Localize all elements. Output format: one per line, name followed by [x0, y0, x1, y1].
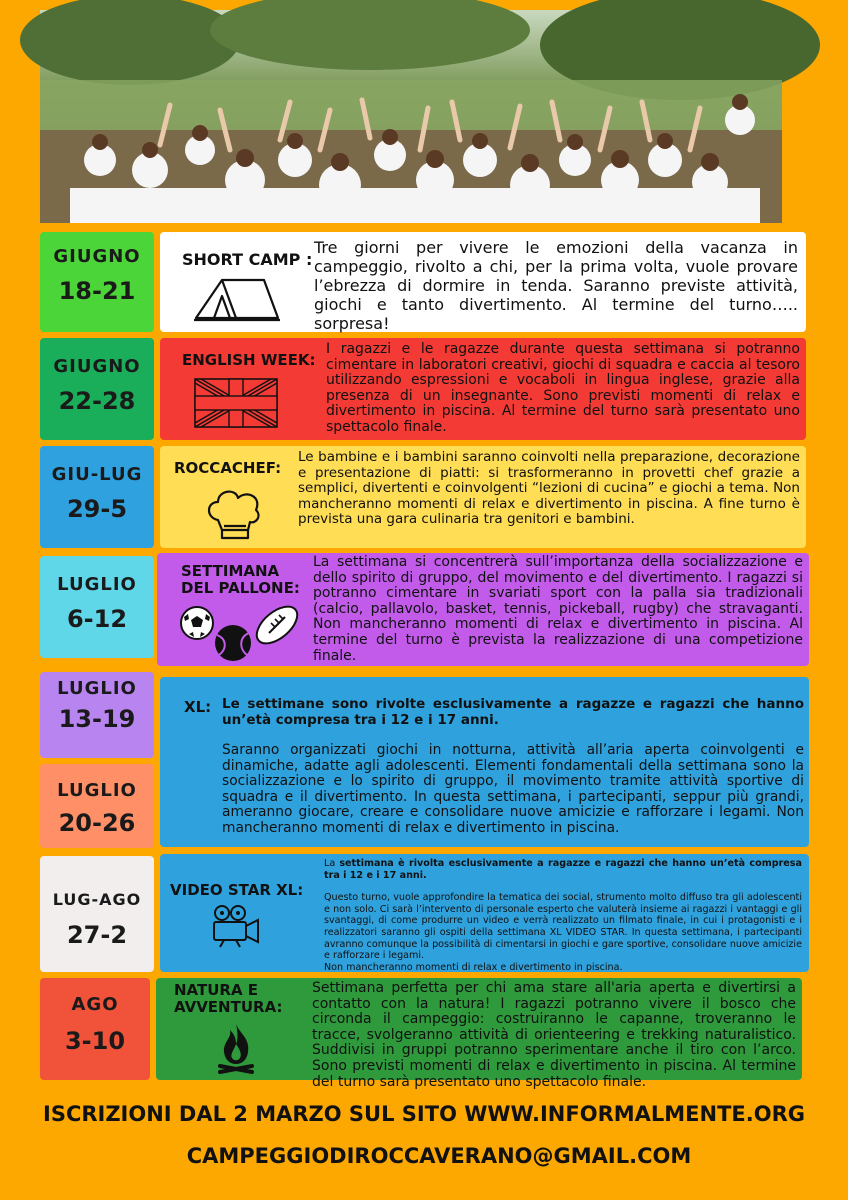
date-month: GIUGNO	[53, 246, 141, 267]
video-star-box	[160, 854, 809, 972]
date-card-luglio-13-19	[40, 672, 154, 758]
date-month: LUG-AGO	[52, 890, 142, 909]
contact-email[interactable]: CAMPEGGIODIROCCAVERANO@GMAIL.COM	[186, 1144, 692, 1168]
date-card-lug-ago-27-2	[40, 856, 154, 972]
roccachef-title: ROCCACHEF:	[174, 459, 282, 477]
date-card-luglio-6-12	[40, 556, 154, 658]
sport-balls-icon	[179, 603, 303, 663]
video-star-intro-bold: settimana è rivolta esclusivamente a ragazze e ragazzi che hanno un’età compresa tra i 12 e i 17 anni.	[324, 858, 802, 881]
tent-icon	[192, 274, 282, 324]
xl-intro: Le settimane sono rivolte esclusivamente a ragazze e ragazzi che hanno un’età compresa tra i 12 e i 17 anni.	[222, 696, 804, 728]
soccer-ball-icon	[181, 607, 213, 639]
settimana-pallone-title	[181, 563, 300, 597]
date-card-giu-lug-29-5	[40, 446, 154, 548]
roccachef-text: Le bambine e i bambini saranno coinvolti nella preparazione, decorazione e presentazione di piatti: si trasformeranno in provetti chef grazie a semplici, divertenti e coinvolgenti “lezioni di cucina” e giochi a tema. Non mancheranno momenti di relax e divertimento in piscina. A fine turno è prevista una gara culinaria tra genitori e bambini.	[298, 449, 800, 527]
date-days: 13-19	[58, 705, 136, 733]
date-days: 18-21	[58, 277, 136, 305]
settimana-pallone-title-line2: DEL PALLONE:	[181, 579, 300, 597]
video-star-text	[324, 858, 802, 973]
english-week-title: ENGLISH WEEK:	[182, 351, 316, 369]
date-month: LUGLIO	[57, 574, 137, 595]
date-days: 6-12	[66, 605, 128, 633]
video-star-intro	[324, 858, 802, 881]
settimana-pallone-box	[157, 553, 809, 666]
campfire-icon	[216, 1022, 256, 1074]
natura-avventura-title	[174, 982, 282, 1016]
date-card-giugno-22-28	[40, 338, 154, 440]
date-days: 29-5	[66, 495, 128, 523]
date-days: 27-2	[66, 921, 128, 949]
date-month: LUGLIO	[57, 678, 137, 699]
roccachef-box	[160, 446, 806, 548]
english-week-text: I ragazzi e le ragazze durante questa settimana si potranno cimentare in laboratori creativi, giochi di squadra e caccia al tesoro utilizzando espressioni e vocaboli in lingua inglese, grazie alla presenza di un insegnante. Sono previsti momenti di relax e divertimento in piscina. Al termine del turno sarà presentato uno spettacolo finale.	[326, 341, 800, 435]
date-month: GIUGNO	[53, 356, 141, 377]
natura-avventura-box	[156, 978, 802, 1090]
tennis-ball-icon	[215, 625, 251, 661]
date-month: GIU-LUG	[51, 464, 143, 485]
date-card-luglio-20-26	[40, 764, 154, 848]
video-star-title: VIDEO STAR XL:	[170, 881, 304, 899]
english-week-box	[160, 338, 806, 440]
natura-avventura-title-line2: AVVENTURA:	[174, 998, 283, 1016]
date-month: LUGLIO	[57, 780, 137, 801]
date-month: AGO	[71, 994, 119, 1015]
uk-flag-icon	[194, 378, 278, 428]
registration-info: ISCRIZIONI DAL 2 MARZO SUL SITO WWW.INFORMALMENTE.ORG	[43, 1102, 805, 1126]
date-days: 3-10	[64, 1027, 126, 1055]
date-card-giugno-18-21	[40, 232, 154, 332]
chef-hat-icon	[204, 486, 264, 542]
xl-text: Saranno organizzati giochi in notturna, attività all’aria aperta coinvolgenti e dinamiche, adatte agli adolescenti. Elementi fondamentali della settimana sono la socializzazione e lo spirito di gruppo, il movimento tramite attività sportive di squadra e il divertimento. In questa settimana, i partecipanti, seppur più grandi, ameranno giocare, creare e consolidare nuove amicizie e rafforzare i legami. Non mancheranno momenti di relax e divertimento in piscina.	[222, 742, 804, 836]
short-camp-title: SHORT CAMP :	[182, 250, 313, 269]
video-camera-icon	[210, 904, 262, 948]
video-star-closing: Non mancheranno momenti di relax e divertimento in piscina.	[324, 961, 623, 973]
short-camp-text: Tre giorni per vivere le emozioni della vacanza in campeggio, rivolto a chi, per la prima volta, vuole provare l’ebrezza di dormire in tenda. Saranno previste attività, giochi e tanto divertimento. Al termine del turno….. sorpresa!	[314, 238, 798, 333]
natura-avventura-text: Settimana perfetta per chi ama stare all'aria aperta e divertirsi a contatto con la natura! I ragazzi potranno vivere il bosco che circonda il campeggio: costruiranno le capanne, troveranno le tracce, svolgeranno attività di orienteering e trekking naturalistico. Suddivisi in gruppi potranno sperimentare anche il tiro con l’arco. Sono previsti momenti di relax e divertimento in piscina. Al termine del turno sarà presentato uno spettacolo finale.	[312, 980, 796, 1090]
date-card-ago-3-10	[40, 978, 150, 1080]
date-days: 22-28	[58, 387, 136, 415]
natura-avventura-title-line1: NATURA E	[174, 981, 259, 999]
settimana-pallone-text: La settimana si concentrerà sull’importanza della socializzazione e dello spirito di gruppo, del movimento e del divertimento. I ragazzi si potranno cimentare in svariati sport con la palla sia tradizionali (calcio, pallavolo, basket, tennis, pickeball, rugby) che stravaganti. Non mancheranno momenti di relax e divertimento in piscina. Al termine del turno è prevista la realizzazione di una competizione finale.	[313, 554, 803, 664]
video-star-paragraph: Questo turno, vuole approfondire la tematica dei social, strumento molto diffuso tra gli adolescenti e non solo. Ci sarà l’intervento di personale esperto che valuterà insieme ai ragazzi i vantaggi e gli svantaggi, di come produrre un video e verrà realizzato un filmato finale, in cui i protagonisti e i realizzatori saranno gli ospiti della settimana XL VIDEO STAR. In questa settimana, i partecipanti avranno comunque la possibilità di cimentarsi in giochi e gare sportive, consolidare nuove amicizie e rafforzare i legami.	[324, 892, 802, 962]
date-days: 20-26	[58, 809, 136, 837]
rugby-ball-icon	[250, 600, 303, 651]
campers-photo	[40, 10, 782, 223]
settimana-pallone-title-line1: SETTIMANA	[181, 562, 280, 580]
xl-title: XL:	[184, 698, 212, 716]
header-photo	[40, 10, 782, 223]
video-star-intro-pre: La	[324, 858, 336, 869]
short-camp-box	[160, 232, 806, 332]
xl-box	[160, 677, 809, 847]
